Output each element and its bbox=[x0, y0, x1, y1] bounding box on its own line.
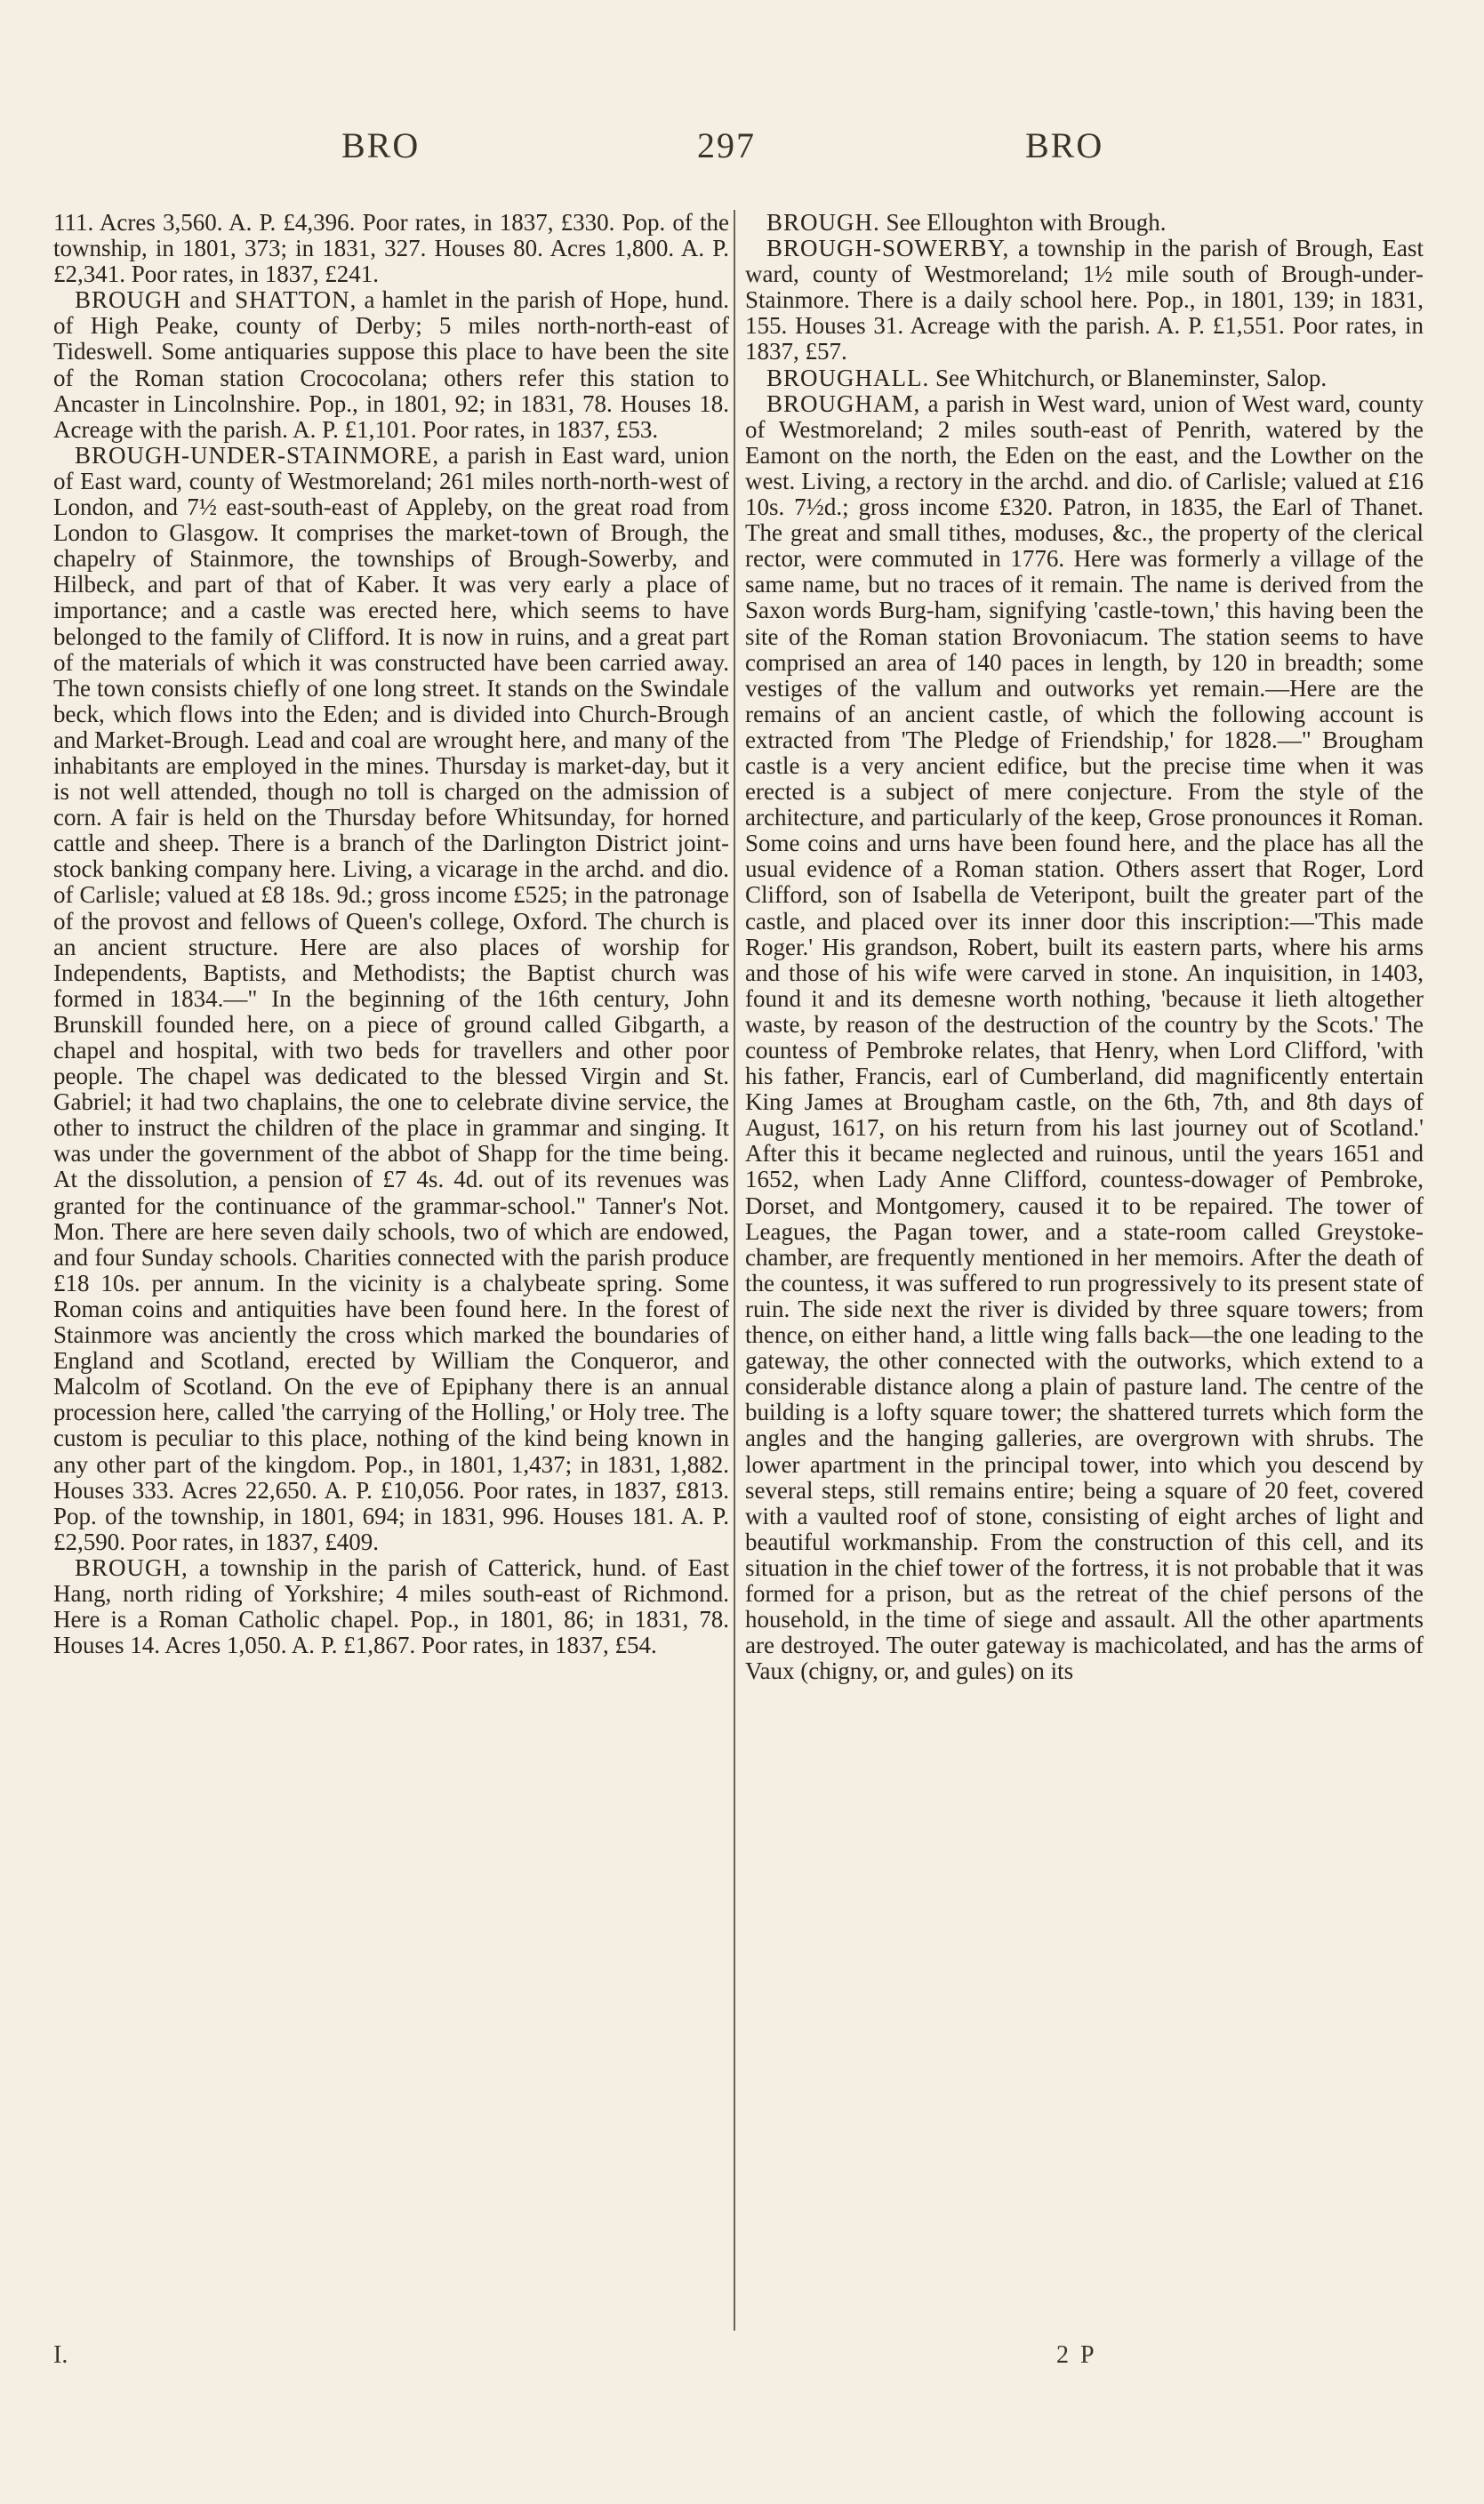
header-left-word: BRO bbox=[341, 125, 421, 165]
footer-signature-mark: 2 P bbox=[1056, 2341, 1097, 2369]
headword: BROUGHAM, bbox=[766, 389, 921, 417]
entry-brougham bbox=[745, 391, 1424, 1685]
header-right-word: BRO bbox=[1025, 125, 1104, 165]
headword: BROUGH-SOWERBY, bbox=[766, 235, 1010, 262]
entry-text: See Whitchurch, or Blaneminster, Salop. bbox=[929, 364, 1328, 391]
entry-text: See Elloughton with Brough. bbox=[879, 210, 1167, 236]
headword: BROUGH, bbox=[75, 1553, 189, 1581]
entry-text: a township in the parish of Brough, East ward, county of Westmoreland; 1½ mile south of Brough-under-Stainmore. There is a daily school here. Pop., in 1801, 139; in 1831, 155. Houses 31. Acreage with the parish. A. P. £1,551. Poor rates, in 1837, £57. bbox=[745, 235, 1424, 365]
entry-brough-catterick bbox=[53, 1555, 729, 1658]
column-divider bbox=[734, 210, 735, 2331]
entry-brough-see bbox=[745, 210, 1424, 236]
entry-brough-sowerby bbox=[745, 236, 1424, 365]
footer-volume-mark: I. bbox=[53, 2341, 68, 2369]
headword: BROUGH-UNDER-STAINMORE, bbox=[75, 441, 440, 469]
page-footer bbox=[0, 2341, 1484, 2377]
entry-continuation: 111. Acres 3,560. A. P. £4,396. Poor rates, in 1837, £330. Pop. of the township, in 1801, 373; in 1831, 327. Houses 80. Acres 1,800. A. P. £2,341. Poor rates, in 1837, £241. bbox=[53, 210, 729, 288]
entry-text: a parish in West ward, union of West ward, county of Westmoreland; 2 miles south-east of Penrith, watered by the Eamont on the north, the Eden on the east, and the Lowther on the west. Living, a rectory in the archd. and dio. of Carlisle; valued at £16 10s. 7½d.; gross income £320. Patron, in 1835, the Earl of Thanet. The great and small tithes, moduses, &c., the property of the clerical rector, were commuted in 1776. Here was formerly a village of the same name, but no traces of it remain. The name is derived from the Saxon words Burg-ham, signifying 'castle-town,' this having been the site of the Roman station Brovoniacum. The station seems to have comprised an area of 140 paces in length, by 120 in breadth; some vestiges of the vallum and outworks yet remain.—Here are the remains of an ancient castle, of which the following account is extracted from 'The Pledge of Friendship,' for 1828.—" Brougham castle is a very ancient edifice, but the precise time when it was erected is a subject of mere conjecture. From the style of the architecture, and particularly of the keep, Grose pronounces it Roman. Some coins and urns have been found here, and the place has all the usual evidence of a Roman station. Others assert that Roger, Lord Clifford, son of Isabella de Veteripont, built the greater part of the castle, and placed over its inner door this inscription:—'This made Roger.' His grandson, Robert, built its eastern parts, where his arms and those of his wife were carved in stone. An inquisition, in 1403, found it and its demesne worth nothing, 'because it lieth altogether waste, by reason of the destruction of the country by the Scots.' The countess of Pembroke relates, that Henry, when Lord Clifford, 'with his father, Francis, earl of Cumberland, did magnificently entertain King James at Brougham castle, on the 6th, 7th, and 8th days of August, 1617, on his return from his last journey out of Scotland.' After this it became neglected and ruinous, until the years 1651 and 1652, when Lady Anne Clifford, countess-dowager of Pembroke, Dorset, and Montgomery, caused it to be repaired. The tower of Leagues, the Pagan tower, and a state-room called Greystoke-chamber, are frequently mentioned in her memoirs. After the death of the countess, it was suffered to run progressively to its present state of ruin. The side next the river is divided by three square towers; from thence, on either hand, a little wing falls back—the one leading to the gateway, the other connected with the outworks, which extend to a considerable distance along a plain of pasture land. The centre of the building is a lofty square tower; the shattered turrets which form the angles and the hanging galleries, are overgrown with shrubs. The lower apartment in the principal tower, into which you descend by several steps, still remains entire; being a square of 20 feet, covered with a vaulted roof of stone, consisting of eight arches of light and beautiful workmanship. From the construction of this cell, and its situation in the chief tower of the fortress, it is not probable that it was formed for a prison, but as the retreat of the chief persons of the household, in the time of siege and assault. All the other apartments are destroyed. The outer gateway is machicolated, and has the arms of Vaux (chigny, or, and gules) on its bbox=[745, 389, 1424, 1685]
entry-broughall bbox=[745, 365, 1424, 391]
right-column bbox=[745, 210, 1424, 2371]
left-column bbox=[53, 210, 729, 2371]
entry-text: a township in the parish of Catterick, hund. of East Hang, north riding of Yorkshire; 4 miles south-east of Richmond. Here is a Roman Catholic chapel. Pop., in 1801, 86; in 1831, 78. Houses 14. Acres 1,050. A. P. £1,867. Poor rates, in 1837, £54. bbox=[53, 1553, 729, 1659]
page-number: 297 bbox=[697, 125, 756, 165]
entry-text: a parish in East ward, union of East ward, county of Westmoreland; 261 miles north-north-west of London, and 7½ east-south-east of Appleby, on the great road from London to Glasgow. It comprises the market-town of Brough, the chapelry of Stainmore, the townships of Brough-Sowerby, and Hilbeck, and part of that of Kaber. It was very early a place of importance; and a castle was erected here, which seems to have belonged to the family of Clifford. It is now in ruins, and a great part of the materials of which it was constructed have been carried away. The town consists chiefly of one long street. It stands on the Swindale beck, which flows into the Eden; and is divided into Church-Brough and Market-Brough. Lead and coal are wrought here, and many of the inhabitants are employed in the mines. Thursday is market-day, but it is not well attended, though no toll is charged on the admission of corn. A fair is held on the Thursday before Whitsunday, for horned cattle and sheep. There is a branch of the Darlington District joint-stock banking company here. Living, a vicarage in the archd. and dio. of Carlisle; valued at £8 18s. 9d.; gross income £525; in the patronage of the provost and fellows of Queen's college, Oxford. The church is an ancient structure. Here are also places of worship for Independents, Baptists, and Methodists; the Baptist church was formed in 1834.—" In the beginning of the 16th century, John Brunskill founded here, on a piece of ground called Gibgarth, a chapel and hospital, with two beds for travellers and other poor people. The chapel was dedicated to the blessed Virgin and St. Gabriel; it had two chaplains, the one to celebrate divine service, the other to instruct the children of the place in grammar and singing. It was under the government of the abbot of Shapp for the time being. At the dissolution, a pension of £7 4s. 4d. out of its revenues was granted for the continuance of the grammar-school." Tanner's Not. Mon. There are here seven daily schools, two of which are endowed, and four Sunday schools. Charities connected with the parish produce £18 10s. per annum. In the vicinity is a chalybeate spring. Some Roman coins and antiquities have been found here. In the forest of Stainmore was anciently the cross which marked the boundaries of England and Scotland, erected by William the Conqueror, and Malcolm of Scotland. On the eve of Epiphany there is an annual procession here, called 'the carrying of the Holling,' or Holy tree. The custom is peculiar to this place, nothing of the kind being known in any other part of the kingdom. Pop., in 1801, 1,437; in 1831, 1,882. Houses 333. Acres 22,650. A. P. £10,056. Poor rates, in 1837, £813. Pop. of the township, in 1801, 694; in 1831, 996. Houses 181. A. P. £2,590. Poor rates, in 1837, £409. bbox=[53, 441, 729, 1555]
entry-brough-and-shatton bbox=[53, 287, 729, 443]
headword: BROUGH. bbox=[766, 210, 880, 236]
running-header bbox=[0, 124, 1484, 187]
headword: BROUGHALL. bbox=[766, 364, 930, 391]
entry-brough-under-stainmore bbox=[53, 443, 729, 1555]
entry-text: a hamlet in the parish of Hope, hund. of High Peake, county of Derby; 5 miles north-north-east of Tideswell. Some antiquaries suppose this place to have been the site of the Roman station Crococolana; others refer this station to Ancaster in Lincolnshire. Pop., in 1801, 92; in 1831, 78. Houses 18. Acreage with the parish. A. P. £1,101. Poor rates, in 1837, £53. bbox=[53, 286, 729, 443]
headword: BROUGH and SHATTON, bbox=[75, 286, 357, 314]
